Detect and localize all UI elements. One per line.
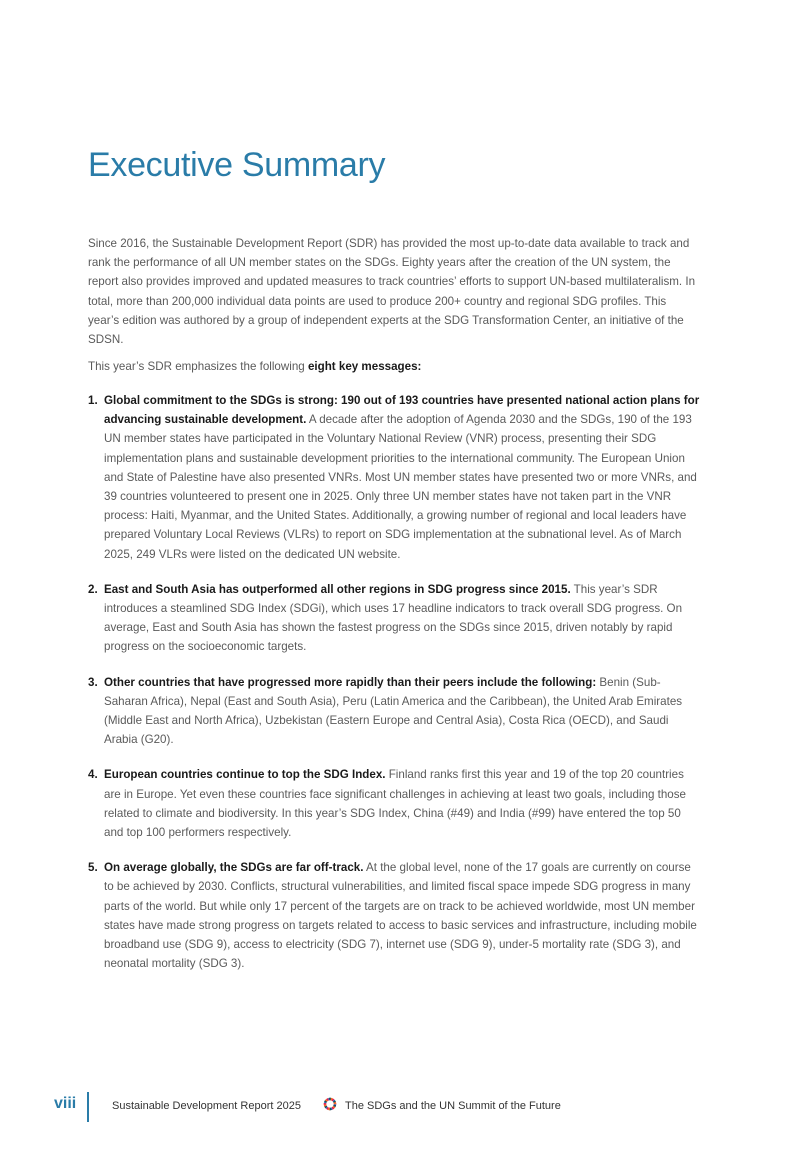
key-message-number: 5. xyxy=(88,861,98,875)
key-message-number: 4. xyxy=(88,768,98,782)
key-message-body: At the global level, none of the 17 goals are currently on course to be achieved by 2030. Conflicts, structural vulnerabilities, and limited fiscal space impede SDG progress in many parts of the world. But while only 17 percent of the targets are on track to be achieved worldwide, most UN member states have made strong progress on targets related to access to basic services and infrastructure, including mobile broadband use (SDG 9), access to electricity (SDG 7), internet use (SDG 9), under-5 mortality rate (SDG 3), and neonatal mortality (SDG 3). xyxy=(104,861,697,971)
key-message-headline: European countries continue to top the SDG Index. xyxy=(104,768,386,782)
key-message-headline: On average globally, the SDGs are far off-track. xyxy=(104,861,364,875)
footer-divider xyxy=(87,1092,89,1122)
intro-paragraph: Since 2016, the Sustainable Development Report (SDR) has provided the most up-to-date data available to track and rank the performance of all UN member states on the SDGs. Eighty years after the creation of the UN system, the report also provides improved and updated measures to track countries’ efforts to support UN-based multilateralism. In total, more than 200,000 individual data points are used to produce 200+ country and regional SDG profiles. This year’s edition was authored by a group of independent experts at the SDG Transformation Center, an initiative of the SDSN. xyxy=(88,237,696,347)
key-messages-prefix: This year’s SDR emphasizes the following xyxy=(88,360,308,373)
key-message-body: Finland ranks first this year and 19 of the top 20 countries are in Europe. Yet even these countries face significant challenges in achieving at least two goals, including those related to climate and biodiversity. In this year’s SDG Index, China (#49) and India (#99) have entered the top 50 and top 100 performers respectively. xyxy=(104,768,686,840)
key-message-headline: Global commitment to the SDGs is strong: 190 out of 193 countries have presented national action plans for advancing sustainable development. xyxy=(104,394,700,427)
sdg-wheel-icon xyxy=(323,1097,337,1111)
page-footer xyxy=(0,1092,810,1124)
key-message-body: This year’s SDR introduces a steamlined SDG Index (SDGi), which uses 17 headline indicators to track overall SDG progress. On average, East and South Asia has shown the fastest progress on the SDGs since 2015, driven notably by rapid progress on the socioeconomic targets. xyxy=(104,582,683,654)
key-messages-emphasis: eight key messages: xyxy=(307,360,422,373)
key-message xyxy=(88,673,700,750)
key-message xyxy=(88,391,700,564)
key-message-body: A decade after the adoption of Agenda 2030 and the SDGs, 190 of the 193 UN member states have participated in the Voluntary National Review (VNR) process, presenting their SDG implementation plans and sustainable development priorities to the international community. The European Union and State of Palestine have also presented VNRs. Most UN member states have presented two or more VNRs, and 39 countries volunteered to present one in 2025. Only three UN member states have not taken part in the VNR process: Haiti, Myanmar, and the United States. Additionally, a growing number of regional and local leaders have prepared Voluntary Local Reviews (VLRs) to report on SDG implementation at the subnational level. As of March 2025, 249 VLRs were listed on the dedicated UN website. xyxy=(104,413,697,561)
key-message-number: 3. xyxy=(88,675,98,689)
key-message-body: Benin (Sub-Saharan Africa), Nepal (East and South Asia), Peru (Latin America and the Caribbean), the United Arab Emirates (Middle East and North Africa), Uzbekistan (Eastern Europe and Central Asia), Costa Rica (OECD), and Saudi Arabia (G20). xyxy=(104,675,683,747)
key-message xyxy=(88,765,700,842)
key-message-headline: Other countries that have progressed more rapidly than their peers include the following: xyxy=(104,675,597,689)
key-messages-list xyxy=(88,391,700,989)
report-name: Sustainable Development Report 2025 xyxy=(112,1100,301,1112)
key-message xyxy=(88,580,700,657)
key-message-number: 1. xyxy=(88,394,98,407)
page-number: viii xyxy=(54,1095,77,1112)
report-subtitle: The SDGs and the UN Summit of the Future xyxy=(345,1100,561,1112)
key-message-number: 2. xyxy=(88,582,98,596)
key-message-headline: East and South Asia has outperformed all other regions in SDG progress since 2015. xyxy=(104,582,571,596)
key-messages-lead-in xyxy=(88,357,700,376)
key-message xyxy=(88,858,700,973)
page-title: Executive Summary xyxy=(88,146,386,184)
